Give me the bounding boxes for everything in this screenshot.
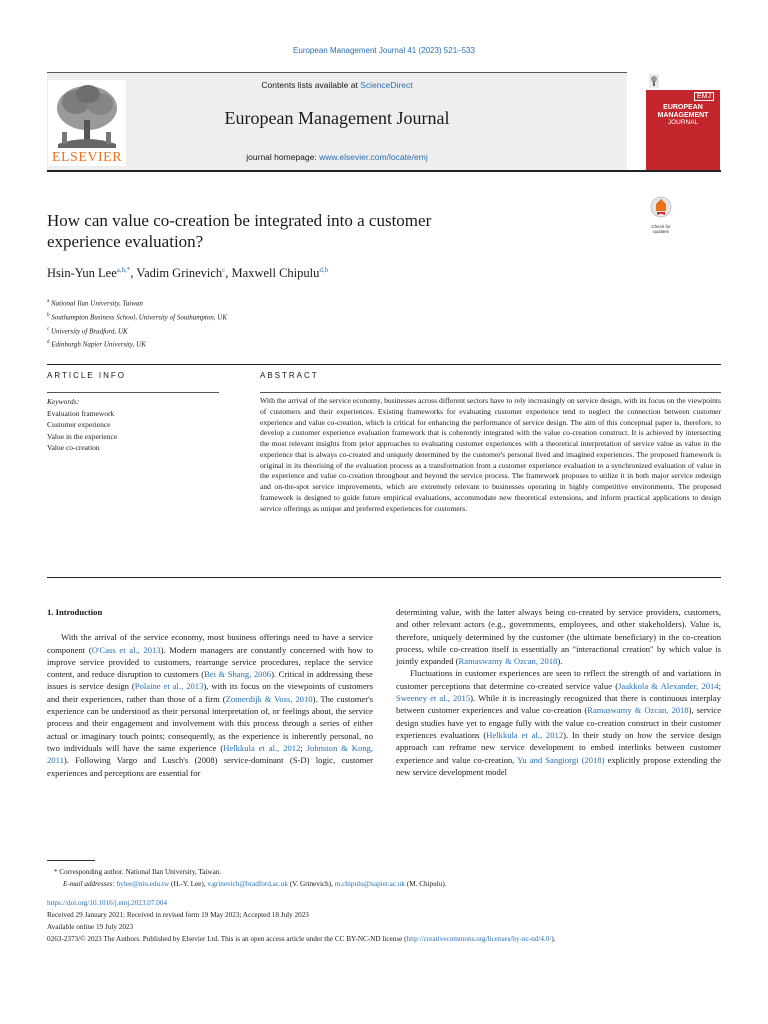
text-run: With the arrival of the service economy, most business offerings need to have a service component ( xyxy=(47,632,373,655)
text-run: ). The customer's experience can be understood as their personal interpretation of, or feelings about, the service process and their engagement and involvement with this process through a series of either actual or imaginary touch points; consequently, as the experience is inherently personal, no two individuals will have the same experience ( xyxy=(47,693,373,753)
citation-link[interactable]: Johnston & Kong, 2011 xyxy=(47,742,373,766)
email-addresses: E-mail addresses: hylee@niu.edu.tw (H.-Y. Lee), v.grinevich@bradford.ac.uk (V. Grinevich), m.chipulu@napier.ac.uk (M. Chipulu). xyxy=(63,880,447,888)
citation-link[interactable]: Bei & Shang, 2006 xyxy=(204,669,272,680)
abstract-divider xyxy=(260,392,721,393)
section-heading: 1. Introduction xyxy=(47,607,103,617)
text-run: ; xyxy=(718,680,721,691)
contents-available: Contents lists available at ScienceDirect xyxy=(261,80,413,90)
text-run: ). Critical in addressing these issues is service design ( xyxy=(47,669,373,692)
text-run: ). While it is increasingly recognized that there is continuous interplay between customer experiences and value co-creation ( xyxy=(396,693,721,716)
affiliations xyxy=(47,296,227,351)
license-note: 0263-2373/© 2023 The Authors. Published by Elsevier Ltd. This is an open access article under the CC BY-NC-ND license (http://creativecommons.org/licenses/by-nc-nd/4.0/). xyxy=(47,935,556,943)
affiliation: $^c$ University of Bradford, UK xyxy=(47,326,128,335)
doi-link[interactable]: https://doi.org/10.1016/j.emj.2023.07.004 xyxy=(47,899,168,907)
email-link[interactable]: hylee@niu.edu.tw xyxy=(116,880,170,888)
text-run: ). Modern managers are constantly concerned with how to improve service provided to customers, rearrange service procedures, replace the service content, and reduce disruption to customers ( xyxy=(47,644,373,680)
citation-link[interactable]: Ramaswamy & Ozcan, 2018 xyxy=(587,705,689,716)
email-link[interactable]: m.chipulu@napier.ac.uk xyxy=(334,880,406,888)
section-divider xyxy=(47,577,721,578)
author-affil-marker[interactable]: a,b,* xyxy=(116,266,131,274)
journal-citation[interactable]: European Management Journal 41 (2023) 521–533 xyxy=(293,46,475,55)
received-dates: Received 29 January 2021; Received in revised form 19 May 2023; Accepted 18 July 2023 xyxy=(47,911,309,919)
check-for-updates-button[interactable]: Check for updates xyxy=(646,196,676,230)
license-link[interactable]: http://creativecommons.org/licenses/by-nc-nd/4.0/ xyxy=(406,935,552,943)
text-run: ). Following Vargo and Lusch's (2008) service-dominant (S-D) logic, customer experiences and perceptions are essential for xyxy=(47,755,373,778)
cover-badge: EMJ xyxy=(694,92,714,101)
keyword: Value in the experience xyxy=(47,431,118,441)
author[interactable]: Hsin-Yun Lee xyxy=(47,266,117,281)
header-divider xyxy=(47,170,721,172)
keywords-block xyxy=(47,396,219,454)
keyword: Value co-creation xyxy=(47,443,100,452)
cover-title: EUROPEAN MANAGEMENT JOURNAL xyxy=(657,104,709,126)
citation-link[interactable]: Helkkula et al., 2012 xyxy=(486,729,564,740)
article-title: How can value co-creation be integrated into a customer experience evaluation? xyxy=(47,211,432,251)
affiliation: $^b$ Southampton Business School, University of Southampton, UK xyxy=(47,312,228,322)
article-info-heading: ARTICLE INFO xyxy=(47,371,126,380)
paragraph xyxy=(396,606,721,667)
text-run: ), with its focus on the viewpoints of customers and their experiences, rather than those of a firm ( xyxy=(47,681,373,704)
footnotes xyxy=(54,866,721,890)
check-updates-icon xyxy=(650,196,672,218)
body-column-left xyxy=(47,606,373,779)
paragraph xyxy=(396,667,721,778)
elsevier-mini-icon xyxy=(649,74,659,88)
keyword: Evaluation framework xyxy=(47,408,115,418)
elsevier-wordmark: ELSEVIER xyxy=(51,150,123,165)
author-list: Hsin-Yun Lee$^{a,b,*}$, Vadim Grinevich$^c$, Maxwell Chipulu$^{d,b}$ xyxy=(47,266,329,281)
available-online: Available online 19 July 2023 xyxy=(47,923,134,931)
author[interactable]: Vadim Grinevich xyxy=(136,266,223,281)
citation-link[interactable]: Jaakkola & Alexander, 2014 xyxy=(618,680,719,691)
journal-title: European Management Journal xyxy=(224,108,450,128)
text-run: Fluctuations in customer experiences are seen to reflect the strength of and variations in customer perceptions that determine co-created service value ( xyxy=(396,668,721,691)
article-info-divider xyxy=(47,392,219,393)
affiliation: $^d$ Edinburgh Napier University, UK xyxy=(47,340,146,349)
author-affil-marker[interactable]: c xyxy=(222,266,226,274)
text-run: determining value, with the latter always being co-created by service providers, customers, and other relevant actors (e.g., governments, employees, and other stakeholders). Value is, therefore, uniquely determined by the customer (the ultimate beneficiary) in the co-creation process, while co-creation itself is essentially an "interactional creation" by which value is jointly expanded ( xyxy=(396,607,721,667)
affiliation: $^a$ National Ilan University, Taiwan xyxy=(47,299,143,308)
text-run: ). In their study on how the service design approach can reframe new service development to embed interlinks between customer experience and value co-creation, xyxy=(396,729,721,765)
abstract-text: With the arrival of the service economy, businesses across different sectors have to rely increasingly on service design, with its focus on the viewpoints of customers and their experiences. Existing frameworks for evaluating customer experience tend to neglect the connection between customer experience and value co-creation, which is critical for enhancing the performance of service design. The aim of this conceptual paper is, therefore, to develop a customer experience evaluation framework that is coherently integrated with the value co-creation construct. It is achieved by intersecting the most relevant insights from prior approaches to evaluating customer experiences with a theoretical interpretation of service value as value in the experience that is always co-created and uniquely determined by the customer's personal lived and imagined experiences. The proposed framework is original in its theorising of the evaluation process as a transformation from a customer experience evaluation to a synchronized evaluation of value in the experience and value co-creation throughout and beyond the service process. The framework proposes to utilize it in both major service redesign and on-the-spot service improvements, which are extremely relevant to businesses operating in highly competitive environments. The proposed framework is designed to guide future empirical evaluations, accommodate new theoretical extensions, and inform practical applications to design service offerings as unique and preferred experiences for customers. xyxy=(260,396,721,513)
journal-cover-image[interactable] xyxy=(646,72,720,170)
author-affil-marker[interactable]: d,b xyxy=(319,266,329,274)
body-column-right xyxy=(396,606,721,778)
citation-link[interactable]: Zomerdijk & Voss, 2010 xyxy=(225,693,313,704)
journal-homepage: journal homepage: www.elsevier.com/locate/emj xyxy=(246,152,428,162)
text-run: ; xyxy=(300,742,307,753)
publication-info xyxy=(47,897,721,945)
text-run: ). xyxy=(557,656,563,667)
citation-link[interactable]: Polaine et al., 2013 xyxy=(134,681,204,692)
sciencedirect-link[interactable]: ScienceDirect xyxy=(360,80,413,90)
citation-link[interactable]: O'Cass et al., 2013 xyxy=(91,644,161,655)
footnote-rule xyxy=(47,860,95,861)
journal-homepage-link[interactable]: www.elsevier.com/locate/emj xyxy=(319,152,428,162)
author[interactable]: Maxwell Chipulu xyxy=(231,266,320,281)
corresponding-author-note: * Corresponding author. National Ilan University, Taiwan. xyxy=(54,868,222,876)
text-run: ), service design studies have yet to engage fully with the value co-creation construct in their customer experiences evaluations ( xyxy=(396,705,722,740)
keywords-label: Keywords: xyxy=(47,397,80,406)
paragraph xyxy=(47,631,373,779)
keyword: Customer experience xyxy=(47,420,111,429)
email-link[interactable]: v.grinevich@bradford.ac.uk xyxy=(207,880,288,888)
citation-link[interactable]: Sweeney et al., 2015 xyxy=(396,693,471,704)
section-divider xyxy=(47,364,721,365)
citation-link[interactable]: Ramaswamy & Ozcan, 2018 xyxy=(458,656,558,667)
citation-link[interactable]: Yu and Sangiorgi (2018) xyxy=(517,754,605,765)
text-run: explicitly propose extending the new service development model xyxy=(396,754,721,777)
citation-link[interactable]: Helkkula et al., 2012 xyxy=(223,742,301,753)
abstract-heading: ABSTRACT xyxy=(260,371,319,380)
